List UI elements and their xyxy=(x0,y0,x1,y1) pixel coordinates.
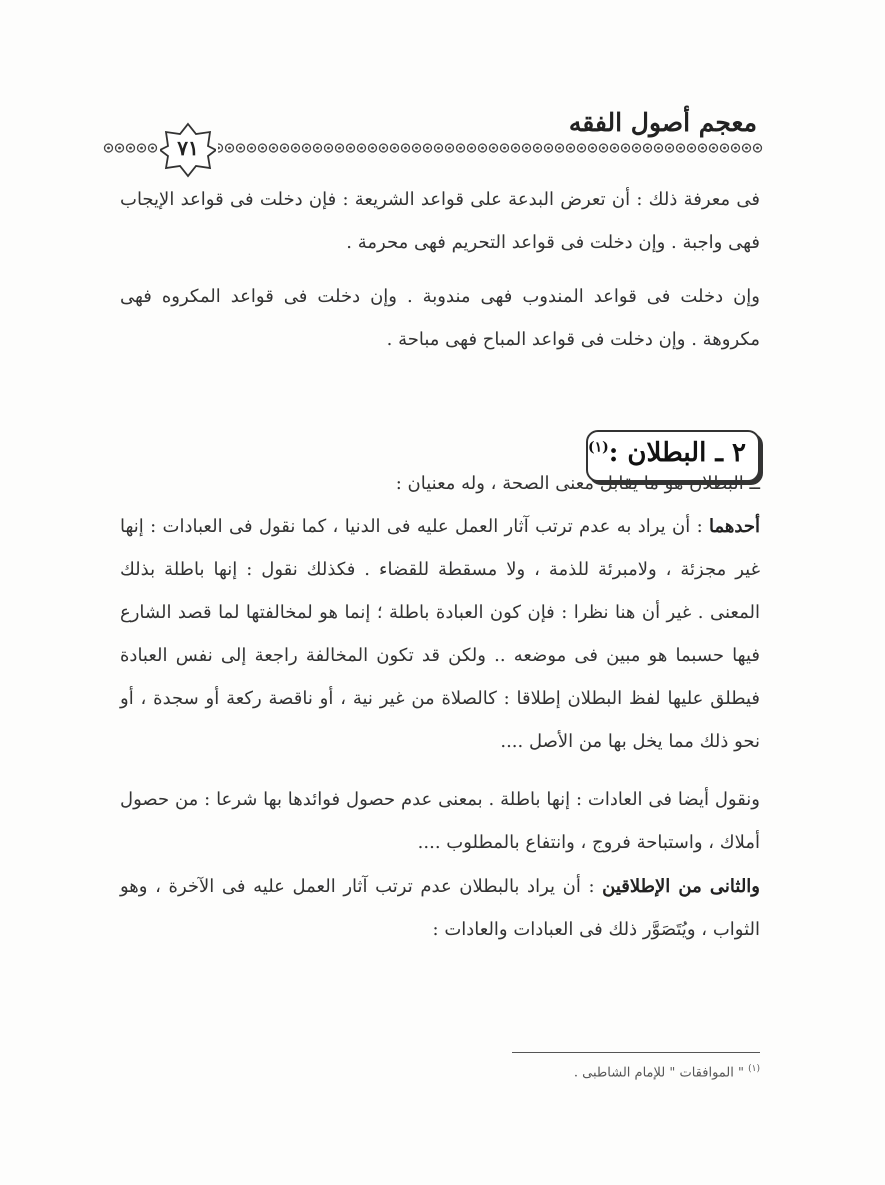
paragraph-bidaa-rules-2: وإن دخلت فى قواعد المندوب فهى مندوبة . وإن دخلت فى قواعد المكروه فهى مكروهة . وإن دخلت فى قواعد المباح فهى مباحة . xyxy=(120,286,760,350)
second-meaning-lead: والثانى من الإطلاقين xyxy=(602,876,760,897)
first-meaning-lead: أحدهما xyxy=(709,516,760,537)
footnote xyxy=(574,1064,760,1080)
paragraph-definition: ــ البطلان هو ما يقابل معنى الصحة ، وله معنيان : xyxy=(395,473,760,494)
footnote-divider xyxy=(512,1052,760,1053)
paragraph-first-meaning xyxy=(120,505,760,763)
section-title-text: ٢ ـ البطلان : xyxy=(608,438,746,468)
paragraph-bidaa-rules-1: فى معرفة ذلك : أن تعرض البدعة على قواعد الشريعة : فإن دخلت فى قواعد الإيجاب فهى واجبة . وإن دخلت فى قواعد التحريم فهى محرمة . xyxy=(120,189,761,253)
page-number: ٧١ xyxy=(177,136,199,160)
paragraph-customs: ونقول أيضا فى العادات : إنها باطلة . بمعنى عدم حصول فوائدها بها شرعا : من حصول أملاك ، واستباحة فروج ، وانتفاع بالمطلوب .... xyxy=(120,789,760,853)
paragraph-second-meaning xyxy=(120,865,760,951)
book-title: معجم أصول الفقه xyxy=(568,108,757,137)
footnote-text: " الموافقات " للإمام الشاطبى . xyxy=(573,1065,749,1081)
second-meaning-text: : أن يراد بالبطلان عدم ترتب آثار العمل عليه فى الآخرة ، وهو الثواب ، ويُتَصَوَّر ذلك فى العبادات والعادات : xyxy=(120,876,760,940)
first-meaning-text: : أن يراد به عدم ترتب آثار العمل عليه فى الدنيا ، كما نقول فى العبادات : إنها غير مجزئة ، ولامبرئة للذمة ، ولا مسقطة للقضاء . فكذلك نقول : إنها باطلة بذلك المعنى . غير أن هنا نظرا : فإن كون العبادة باطلة ؛ إنما هو لمخالفتها لما قصد الشارع فيها حسبما هو مبين فى موضعه .. ولكن قد تكون المخالفة راجعة إلى نفس العبادة فيطلق عليها لفظ البطلان إطلاقا : كالصلاة من غير نية ، أو ناقصة ركعة أو سجدة ، أو نحو ذلك مما يخل بها من الأصل .... xyxy=(120,516,760,752)
section-footnote-marker: (١) xyxy=(587,439,609,456)
footnote-number: (١) xyxy=(748,1064,760,1074)
